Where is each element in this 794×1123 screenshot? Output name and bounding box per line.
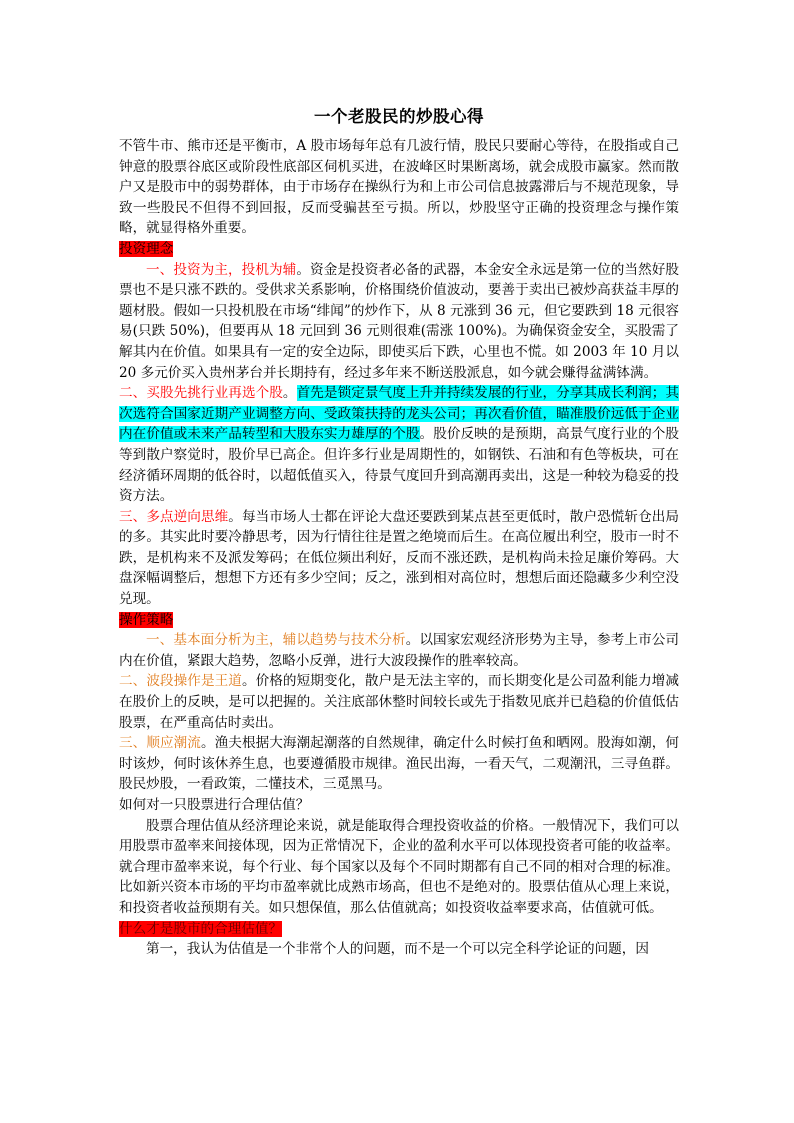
section-label: 投资理念	[119, 240, 174, 257]
point-heading: 二、波段操作是王道	[119, 673, 242, 690]
paragraph	[119, 733, 679, 795]
document-page	[119, 104, 679, 960]
paragraph	[119, 260, 679, 384]
paragraph	[119, 383, 679, 507]
point-body: 。价格的短期变化，散户是无法主宰的，而长期变化是公司盈利能力增减在股价上的反映，是可以把握的。关注底部休整时间较长或先于指数见底并已趋稳的价值低估股票，在严重高估时卖出。	[119, 673, 680, 731]
intro-paragraph: 不管牛市、熊市还是平衡市，A 股市场每年总有几波行情，股民只要耐心等待，在股指或自己钟意的股票谷底区或阶段性底部区伺机买进，在波峰区时果断离场，就会成股市赢家。然而散户又是股市中的弱势群体，由于市场存在操纵行为和上市公司信息披露滞后与不规范现象，导致一些股民不但得不到回报，反而受骗甚至亏损。所以，炒股坚守正确的投资理念与操作策略，就显得格外重要。	[119, 138, 679, 237]
paragraph	[119, 671, 679, 733]
section-operation-strategy	[119, 610, 679, 631]
point-dot: 。	[282, 385, 297, 402]
point-heading: 三、多点逆向思维	[119, 508, 229, 525]
paragraph	[119, 630, 679, 671]
section-investment-philosophy	[119, 239, 679, 260]
section-label: 什么才是股市的合理估值？	[119, 920, 283, 937]
point-heading: 一、投资为主，投机为辅	[146, 261, 297, 278]
paragraph	[119, 507, 679, 610]
point-body: 。以国家宏观经济形势为主导，参考上市公司内在价值，紧跟大趋势，忽略小反弹，进行大波段操作的胜率较高。	[119, 632, 679, 669]
point-body: 。股价反映的是预期，高景气度行业的个股等到散户察觉时，股价早已高企。但许多行业是周期性的，如钢铁、石油和有色等板块，可在经济循环周期的低谷时，以超低值买入，待景气度回升到高潮再卖出，这是一种较为稳妥的投资方法。	[119, 426, 680, 505]
point-heading: 一、基本面分析为主，辅以趋势与技术分析	[146, 632, 406, 649]
section-reasonable-valuation	[119, 919, 679, 940]
paragraph: 第一，我认为估值是一个非常个人的问题，而不是一个可以完全科学论证的问题，因	[146, 941, 649, 958]
valuation-paragraph: 股票合理估值从经济理论来说，就是能取得合理投资收益的价格。一般情况下，我们可以用股票市盈率来间接体现，因为正常情况下，企业的盈利水平可以体现投资者可能的收益率。就合理市盈率来说，每个行业、每个国家以及每个不同时期都有自己不同的相对合理的标准。比如新兴资本市场的平均市盈率就比成熟市场高，但也不是绝对的。股票估值从心理上来说，和投资者收益预期有关。如只想保值，那么估值就高；如投资收益率要求高，估值就可低。	[119, 817, 679, 916]
point-heading: 二、买股先挑行业再选个股	[119, 385, 283, 402]
point-heading: 三、顺应潮流	[119, 735, 201, 752]
point-body: 。渔夫根据大海潮起潮落的自然规律，确定什么时候打鱼和晒网。股海如潮，何时该炒，何时该休养生息，也要遵循股市规律。渔民出海，一看天气，二观潮汛，三寻鱼群。股民炒股，一看政策，二懂技术，三觅黑马。	[119, 735, 680, 793]
valuation-question: 如何对一只股票进行合理估值？	[119, 797, 310, 813]
highlighted-text: 首先是锁定景气度上升并持续发展的行业，分享其成长利润；其次选符合国家近期产业调整方向、受政策扶持的龙头公司；再次看价值，瞄准股价远低于企业内在价值或未来产品转型和大股东实力雄厚的个股	[119, 385, 680, 443]
document-title: 一个老股民的炒股心得	[314, 107, 484, 126]
point-body: 。每当市场人士都在评论大盘还要跌到某点甚至更低时，散户恐慌斩仓出局的多。其实此时要冷静思考，因为行情往往是置之绝境而后生。在高位履出利空，股市一时不跌，是机构来不及派发筹码；在低位频出利好，反而不涨还跌，是机构尚未捡足廉价筹码。大盘深幅调整后，想想下方还有多少空间；反之，涨到相对高位时，想想后面还隐藏多少利空没兑现。	[119, 508, 679, 608]
section-label: 操作策略	[119, 611, 174, 628]
point-body: 。资金是投资者必备的武器，本金安全永远是第一位的当然好股票也不是只涨不跌的。受供求关系影响，价格围绕价值波动，要善于卖出已被炒高获益丰厚的题材股。假如一只投机股在市场“绯闻”的炒作下，从 8 元涨到 36 元，但它要跌到 18 元很容易(只跌 50%)，但要再从 18 元回到 36 元则很难(需涨 100%)。为确保资金安全，买股需了解其内在价值。如果具有一定的安全边际，即使买后下跌，心里也不慌。如 2003 年 10 月以 20 多元价买入贵州茅台并长期持有，经过多年来不断送股派息，如今就会赚得盆满钵满。	[119, 261, 680, 381]
